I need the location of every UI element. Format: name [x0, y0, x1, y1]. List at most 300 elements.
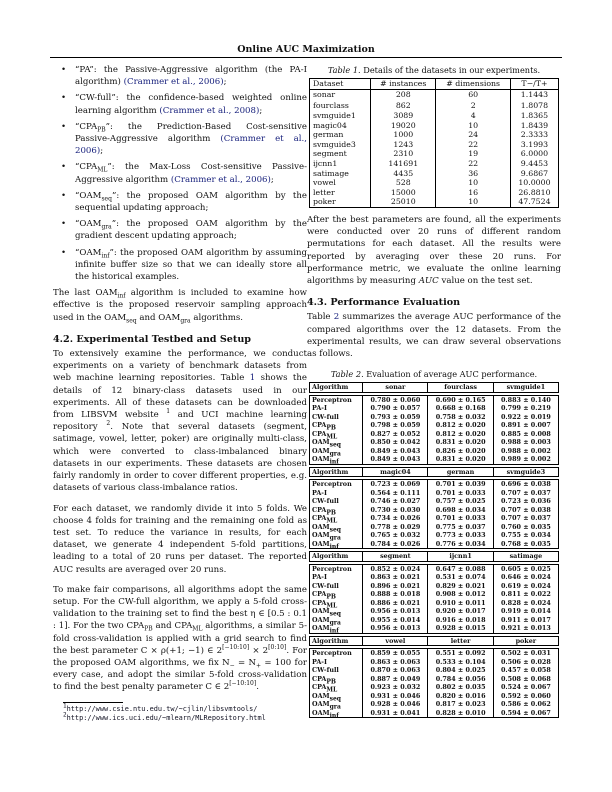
table-ref-link[interactable]: 2	[333, 312, 340, 323]
running-title: Online AUC Maximization	[237, 44, 375, 55]
table-cell: 208	[371, 89, 436, 99]
paragraph-fair-comparison	[53, 584, 307, 694]
auc-value: 0.551 ± 0.092	[428, 649, 493, 658]
algorithm-name: OAM	[312, 438, 330, 447]
citation-link[interactable]: (Crammer et al., 2006)	[123, 77, 224, 88]
text: algorithm is included to examine how effective is the proposed reservoir sampling approach used in the OAM	[53, 288, 307, 323]
table-row	[310, 111, 559, 121]
algorithm-subscript: inf	[329, 458, 339, 466]
text: . Note that several datasets (segment, satimage, vowel, letter, poker) are originally multi-class, which were converted to class-imbalanced binary datasets in our experiments. These datasets are chosen fairly randomly in order to cover different properties, e.g. datasets of various class-imbalance ratios.	[53, 422, 307, 494]
algorithm-name: OAM	[312, 522, 330, 531]
auc-value: 0.701 ± 0.033	[428, 514, 493, 523]
algorithm-subscript: seq	[329, 526, 341, 534]
algorithm-name: CW-full	[312, 497, 339, 506]
auc-value: 0.605 ± 0.025	[493, 564, 558, 573]
table-cell: 1.8078	[510, 99, 558, 111]
table-row	[310, 616, 559, 625]
auc-value: 0.886 ± 0.021	[363, 599, 428, 608]
table-row	[310, 89, 559, 99]
table-cell: 60	[436, 89, 510, 99]
table2-caption	[307, 368, 561, 380]
caption-label: Table 1.	[327, 65, 361, 75]
auc-value: 0.594 ± 0.067	[493, 709, 558, 718]
footnote-marker-2[interactable]: 2	[106, 420, 111, 428]
algorithm-subscript: seq	[101, 195, 112, 203]
algorithm-name: CPA	[312, 429, 327, 438]
algorithm-cell	[310, 523, 363, 532]
auc-value: 0.920 ± 0.017	[428, 607, 493, 616]
table-cell: svmguide1	[310, 111, 371, 121]
table-cell: 528	[371, 178, 436, 188]
algorithm-subscript: PB	[97, 126, 106, 134]
table-cell: 1.8439	[510, 121, 558, 131]
quote-close: ”	[111, 93, 116, 104]
auc-value: 0.755 ± 0.034	[493, 531, 558, 540]
auc-value: 0.696 ± 0.038	[493, 480, 558, 489]
algorithm-name: PA-I	[312, 657, 327, 666]
citation-link[interactable]: (Crammer et al., 2008)	[159, 105, 260, 116]
auc-value: 0.921 ± 0.013	[493, 624, 558, 633]
algorithm-name: CPA	[312, 505, 327, 514]
algorithm-cell	[310, 395, 363, 404]
algorithm-name: CPA	[312, 598, 327, 607]
auc-value: 0.852 ± 0.024	[363, 564, 428, 573]
table-cell: 19020	[371, 121, 436, 131]
footnote-number: 2	[63, 711, 67, 719]
auc-value: 0.928 ± 0.015	[428, 624, 493, 633]
column-header: Algorithm	[310, 636, 363, 646]
auc-value: 0.887 ± 0.049	[363, 675, 428, 684]
auc-value: 0.457 ± 0.058	[493, 666, 558, 675]
auc-value: 0.812 ± 0.020	[428, 421, 493, 430]
table-cell: letter	[310, 188, 371, 198]
table-cell: 9.4453	[510, 159, 558, 169]
table-row	[310, 683, 559, 692]
algorithm-description: : the proposed OAM algorithm by the sequential updating approach;	[75, 190, 307, 214]
algorithm-cell	[310, 540, 363, 549]
text: After the best parameters are found, all the experiments were conducted over 20 runs of different random permutations for each dataset. All the results were reported by averaging over these 20 runs. For performance metric, we evaluate the online learning algorithms by measuring	[307, 214, 561, 286]
table-cell: 4	[436, 111, 510, 121]
auc-value: 0.811 ± 0.022	[493, 590, 558, 599]
algorithm-name: OAM	[312, 624, 330, 633]
algorithm-description: : the Passive-Aggressive algorithm (the PA-I algorithm)	[75, 65, 307, 88]
algorithm-name: PA-I	[312, 404, 327, 413]
auc-value: 0.812 ± 0.020	[428, 430, 493, 439]
table-row	[310, 140, 559, 150]
algorithm-list	[53, 64, 307, 283]
algorithm-cell	[310, 438, 363, 447]
table-row	[310, 700, 559, 709]
auc-value: 0.723 ± 0.069	[363, 480, 428, 489]
datasets-table	[309, 78, 559, 208]
auc-value: 0.784 ± 0.056	[428, 675, 493, 684]
table-row	[310, 149, 559, 159]
table-row	[310, 607, 559, 616]
auc-value: 0.826 ± 0.020	[428, 447, 493, 456]
punctuation: ;	[223, 77, 227, 88]
caption-text: Details of the datasets in our experiments.	[360, 65, 541, 75]
table-cell: 25010	[371, 197, 436, 207]
algorithm-cell	[310, 658, 363, 667]
subscript: gra	[180, 317, 191, 325]
auc-value: 0.723 ± 0.036	[493, 497, 558, 506]
table-row	[310, 692, 559, 701]
column-header: Algorithm	[310, 383, 363, 393]
footnote-rule	[63, 702, 123, 703]
algorithm-subscript: seq	[329, 441, 341, 449]
column-header: Algorithm	[310, 552, 363, 562]
auc-value: 0.849 ± 0.043	[363, 447, 428, 456]
dataset-header: poker	[493, 636, 558, 646]
table-cell: 4435	[371, 169, 436, 179]
auc-value: 0.701 ± 0.033	[428, 489, 493, 498]
section-heading-4-3: 4.3. Performance Evaluation	[307, 297, 461, 309]
algorithm-name: CW-full	[79, 93, 112, 104]
table-cell: german	[310, 130, 371, 140]
algorithm-description: : the Max-Loss Cost-sensitive Passive-Aggressive algorithm	[75, 162, 307, 185]
auc-value: 0.784 ± 0.026	[363, 540, 428, 549]
algorithm-cell	[310, 582, 363, 591]
dataset-header: segment	[363, 552, 428, 562]
auc-value: 0.778 ± 0.029	[363, 523, 428, 532]
dataset-header: sonar	[363, 383, 428, 393]
algorithm-cell	[310, 514, 363, 523]
text: To extensively examine the performance, we conduct experiments on a variety of benchmark datasets from web machine learning repositories. Table	[53, 349, 307, 384]
auc-value: 0.831 ± 0.020	[428, 455, 493, 464]
left-column	[53, 64, 307, 723]
table-cell: 6.0000	[510, 149, 558, 159]
algorithm-name: OAM	[312, 700, 330, 709]
auc-value: 0.798 ± 0.059	[363, 421, 428, 430]
subscript: inf	[117, 292, 126, 300]
algorithm-subscript: inf	[329, 627, 339, 635]
auc-value: 0.690 ± 0.165	[428, 395, 493, 404]
emphasis: AUC	[418, 275, 439, 286]
algorithm-list-item	[75, 218, 307, 242]
auc-value: 0.592 ± 0.060	[493, 692, 558, 701]
table-row	[310, 658, 559, 667]
algorithm-subscript: PB	[326, 509, 336, 517]
block-header-row	[310, 636, 559, 646]
algorithm-cell	[310, 430, 363, 439]
algorithm-name: CPA	[312, 683, 327, 692]
text: and OAM	[136, 312, 181, 323]
algorithm-name: OAM	[312, 708, 330, 717]
quote-close: ”	[111, 219, 117, 230]
table-cell: 1.1443	[510, 89, 558, 99]
auc-value: 0.829 ± 0.021	[428, 582, 493, 591]
citation-link[interactable]: (Crammer et al., 2006)	[170, 174, 271, 185]
paragraph-performance	[307, 311, 561, 360]
algorithm-name: OAM	[79, 247, 102, 258]
auc-value: 0.911 ± 0.017	[493, 616, 558, 625]
text: Table	[307, 312, 334, 323]
table-cell: 1000	[371, 130, 436, 140]
paragraph-folds: For each dataset, we randomly divide it into 5 folds. We choose 4 folds for training and the remaining one fold as test set. To reduce the variance in results, for each dataset, we generate 4 independent 5-fold partitions, leading to a total of 20 runs per dataset. The reported AUC results are averaged over 20 runs.	[53, 503, 307, 575]
auc-value: 0.928 ± 0.046	[363, 700, 428, 709]
table-row	[310, 514, 559, 523]
subscript: ML	[192, 626, 203, 634]
algorithm-description: : the Prediction-Based Cost-sensitive Passive-Aggressive algorithm	[75, 121, 307, 145]
paragraph-testbed	[53, 348, 307, 494]
algorithm-name: CW-full	[312, 412, 339, 421]
table-row	[310, 624, 559, 633]
algorithm-name: OAM	[312, 531, 330, 540]
quote-open: “	[75, 190, 80, 201]
dataset-header: svmguide3	[493, 467, 558, 477]
table-row	[310, 395, 559, 404]
algorithm-name: Perceptron	[312, 480, 352, 489]
auc-value: 0.524 ± 0.067	[493, 683, 558, 692]
auc-value: 0.647 ± 0.088	[428, 564, 493, 573]
auc-value: 0.908 ± 0.012	[428, 590, 493, 599]
footnote-2[interactable]	[53, 711, 307, 723]
algorithm-subscript: PB	[326, 593, 336, 601]
auc-value: 0.790 ± 0.057	[363, 404, 428, 413]
algorithm-subscript: inf	[329, 712, 339, 720]
table-cell: 24	[436, 130, 510, 140]
auc-value: 0.698 ± 0.034	[428, 506, 493, 515]
auc-value: 0.883 ± 0.140	[493, 395, 558, 404]
auc-value: 0.931 ± 0.041	[363, 709, 428, 718]
algorithm-name: Perceptron	[312, 395, 352, 404]
algorithm-name: PA-I	[312, 573, 327, 582]
algorithm-name: Perceptron	[312, 564, 352, 573]
algorithm-subscript: seq	[329, 610, 341, 618]
table-row	[310, 421, 559, 430]
text: × 2	[249, 645, 269, 656]
algorithm-cell	[310, 531, 363, 540]
algorithm-name: CPA	[312, 421, 327, 430]
algorithm-list-item	[75, 190, 307, 214]
text: . For the proposed OAM algorithms, we fix N	[53, 645, 307, 668]
algorithm-subscript: gra	[329, 534, 341, 542]
algorithm-list-item	[75, 92, 307, 116]
table-row	[310, 121, 559, 131]
quote-close: ”	[109, 247, 114, 258]
auc-value: 0.956 ± 0.013	[363, 624, 428, 633]
quote-close: ”	[105, 121, 111, 132]
algorithm-list-item	[75, 247, 307, 284]
auc-value: 0.828 ± 0.010	[428, 709, 493, 718]
algorithm-description: : the proposed OAM algorithm by the gradient descent updating approach;	[75, 219, 307, 242]
table-cell: 36	[436, 169, 510, 179]
auc-value: 0.760 ± 0.035	[493, 523, 558, 532]
table-cell: 22	[436, 159, 510, 169]
algorithm-subscript: ML	[326, 602, 338, 610]
auc-value: 0.776 ± 0.034	[428, 540, 493, 549]
auc-value: 0.956 ± 0.013	[363, 607, 428, 616]
algorithm-subscript: ML	[326, 686, 338, 694]
table-row	[310, 649, 559, 658]
table-cell: 1243	[371, 140, 436, 150]
quote-open: “	[75, 121, 80, 132]
auc-value: 0.707 ± 0.037	[493, 514, 558, 523]
table-row	[310, 709, 559, 718]
dataset-header: svmguide1	[493, 383, 558, 393]
table-cell: poker	[310, 197, 371, 207]
auc-value: 0.646 ± 0.024	[493, 573, 558, 582]
auc-value: 0.765 ± 0.032	[363, 531, 428, 540]
algorithm-subscript: ML	[97, 167, 108, 175]
column-header: # dimensions	[436, 79, 510, 90]
algorithm-name: OAM	[312, 539, 330, 548]
table-row	[310, 178, 559, 188]
dataset-header: fourclass	[428, 383, 493, 393]
quote-close: ”	[89, 65, 94, 75]
table-row	[310, 666, 559, 675]
auc-value: 0.922 ± 0.019	[493, 413, 558, 422]
auc-value: 0.746 ± 0.027	[363, 497, 428, 506]
algorithm-name: OAM	[312, 455, 330, 464]
header-rule	[50, 57, 562, 58]
table-cell: vowel	[310, 178, 371, 188]
table-cell: 47.7524	[510, 197, 558, 207]
algorithm-cell	[310, 624, 363, 633]
table-cell: fourclass	[310, 99, 371, 111]
table-row	[310, 455, 559, 464]
table-cell: 15000	[371, 188, 436, 198]
quote-open: “	[75, 247, 80, 258]
auc-value: 0.820 ± 0.016	[428, 692, 493, 701]
table-cell: 2	[436, 99, 510, 111]
table-cell: 2.3333	[510, 130, 558, 140]
footnote-url[interactable]: http://www.ics.uci.edu/~mlearn/MLRepository.html	[66, 713, 266, 722]
algorithm-cell	[310, 666, 363, 675]
text: value on the test set.	[438, 275, 533, 286]
algorithm-name: CPA	[312, 590, 327, 599]
footnote-marker-1[interactable]: 1	[166, 408, 171, 416]
quote-open: “	[75, 219, 80, 230]
auc-value: 0.850 ± 0.042	[363, 438, 428, 447]
table-row	[310, 438, 559, 447]
text: and UCI machine learning repository	[53, 410, 307, 433]
algorithm-cell	[310, 675, 363, 684]
footnote-1[interactable]	[53, 702, 307, 714]
table-cell: ijcnn1	[310, 159, 371, 169]
right-column	[307, 64, 561, 718]
table-cell: 3089	[371, 111, 436, 121]
auc-value: 0.668 ± 0.168	[428, 404, 493, 413]
algorithm-subscript: seq	[329, 695, 341, 703]
algorithm-name: CPA	[312, 674, 327, 683]
algorithm-subscript: PB	[326, 424, 336, 432]
text: = N	[234, 657, 256, 668]
section-heading-4-2: 4.2. Experimental Testbed and Setup	[53, 333, 251, 345]
table-row	[310, 564, 559, 573]
auc-value: 0.701 ± 0.039	[428, 480, 493, 489]
dataset-header: vowel	[363, 636, 428, 646]
footnote-number: 1	[63, 702, 67, 710]
column-header: # instances	[371, 79, 436, 90]
table1-caption	[307, 64, 561, 76]
dataset-header: letter	[428, 636, 493, 646]
algorithm-description: : the proposed OAM algorithm by assuming infinite buffer size so that we can ideally store all the historical examples.	[75, 247, 307, 283]
auc-value: 0.989 ± 0.002	[493, 455, 558, 464]
paragraph-last-oam	[53, 287, 307, 324]
auc-value: 0.799 ± 0.219	[493, 404, 558, 413]
algorithm-subscript: ML	[326, 433, 338, 441]
table-cell: 22	[436, 140, 510, 150]
quote-close: ”	[107, 162, 112, 173]
column-header: T−/T+	[510, 79, 558, 90]
algorithm-subscript: inf	[101, 252, 110, 260]
dataset-header: ijcnn1	[428, 552, 493, 562]
auc-value: 0.923 ± 0.032	[363, 683, 428, 692]
footnote-url[interactable]: http://www.csie.ntu.edu.tw/~cjlin/libsvmtools/	[66, 704, 258, 713]
auc-value: 0.827 ± 0.052	[363, 430, 428, 439]
quote-open: “	[75, 93, 80, 104]
auc-value: 0.508 ± 0.068	[493, 675, 558, 684]
auc-value: 0.931 ± 0.046	[363, 692, 428, 701]
auc-value: 0.619 ± 0.024	[493, 582, 558, 591]
table-row	[310, 404, 559, 413]
algorithm-subscript: inf	[329, 543, 339, 551]
algorithm-name: PA-I	[312, 488, 327, 497]
auc-value: 0.885 ± 0.008	[493, 430, 558, 439]
text: summarizes the average AUC performance of the compared algorithms over the 12 datasets. From the experimental results, we can draw several observations as follows.	[307, 312, 561, 359]
table-row	[310, 99, 559, 111]
auc-value: 0.859 ± 0.055	[363, 649, 428, 658]
table-row	[310, 582, 559, 591]
table-row	[310, 413, 559, 422]
table-row	[310, 573, 559, 582]
algorithm-name: PA	[79, 65, 90, 75]
algorithm-cell	[310, 497, 363, 506]
auc-value: 0.758 ± 0.032	[428, 413, 493, 422]
algorithm-cell	[310, 573, 363, 582]
superscript: [−10:10]	[229, 680, 257, 688]
table-row	[310, 590, 559, 599]
table-row	[310, 430, 559, 439]
auc-value: 0.988 ± 0.003	[493, 438, 558, 447]
text: algorithms.	[190, 312, 244, 323]
algorithm-cell	[310, 564, 363, 573]
auc-value: 0.734 ± 0.026	[363, 514, 428, 523]
block-header-row	[310, 383, 559, 393]
table-row	[310, 675, 559, 684]
table-cell: 10	[436, 178, 510, 188]
table-cell: satimage	[310, 169, 371, 179]
caption-label: Table 2.	[330, 369, 364, 380]
caption-text: Evaluation of average AUC performance.	[363, 369, 538, 380]
algorithm-list-item	[75, 161, 307, 185]
algorithm-cell	[310, 455, 363, 464]
dataset-header: magic04	[363, 467, 428, 477]
table-cell: 10.0000	[510, 178, 558, 188]
algorithm-name: CW-full	[312, 581, 339, 590]
algorithm-cell	[310, 590, 363, 599]
algorithm-cell	[310, 599, 363, 608]
algorithm-cell	[310, 616, 363, 625]
table-ref-link[interactable]: 1	[249, 373, 256, 384]
table-row	[310, 523, 559, 532]
table-cell: 141691	[371, 159, 436, 169]
algorithm-name: OAM	[79, 190, 102, 201]
text: algorithms, a similar 5-fold cross-validation is applied with a grid search to find the best parameter C × ρ(+1; −1) ∈ 2	[53, 621, 307, 656]
citation-link[interactable]: (Crammer et al., 2006)	[75, 134, 307, 157]
auc-value: 0.916 ± 0.018	[428, 616, 493, 625]
auc-value: 0.730 ± 0.030	[363, 506, 428, 515]
subscript: −	[229, 662, 235, 670]
algorithm-name: CPA	[79, 162, 98, 173]
auc-value: 0.910 ± 0.011	[428, 599, 493, 608]
algorithm-cell	[310, 683, 363, 692]
auc-value: 0.586 ± 0.062	[493, 700, 558, 709]
table-row	[310, 197, 559, 207]
block-header-row	[310, 467, 559, 477]
auc-value: 0.775 ± 0.037	[428, 523, 493, 532]
